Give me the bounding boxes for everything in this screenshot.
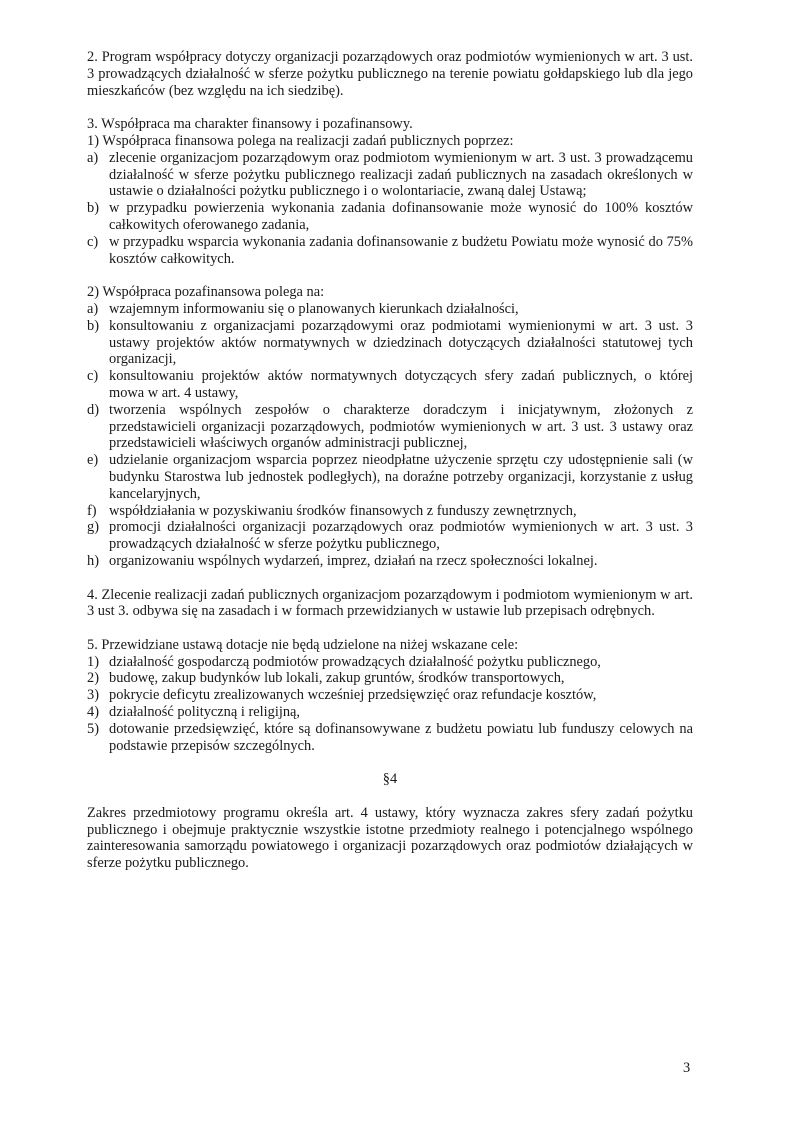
list-item bbox=[87, 452, 693, 502]
list-item bbox=[87, 654, 693, 671]
list-marker: b) bbox=[87, 200, 99, 217]
list-marker: h) bbox=[87, 552, 99, 569]
list-item bbox=[87, 200, 693, 234]
list-marker: a) bbox=[87, 300, 99, 317]
list-item-text: tworzenia wspólnych zespołów o charakterze doradczym i inicjatywnym, złożonych z przedstawicieli organizacji pozarządowych, podmiotów wymienionych w art. 3 ust. 3 ustawy oraz przedstawicieli właściwych organów administracji publicznej, bbox=[109, 401, 693, 452]
spacer bbox=[87, 267, 693, 284]
list-item-text: współdziałania w pozyskiwaniu środków finansowych z funduszy zewnętrznych, bbox=[109, 502, 577, 519]
list-item bbox=[87, 234, 693, 268]
list-item-text: zlecenie organizacjom pozarządowym oraz podmiotom wymienionym w art. 3 ust. 3 prowadzącemu działalność w sferze pożytku publicznego realizacji zadań publicznych na zasadach określonych w ustawie o działalności pożytku publicznego i o wolontariacie, zwaną dalej Ustawą; bbox=[109, 149, 693, 200]
list-item-text: w przypadku powierzenia wykonania zadania dofinansowanie może wynosić do 100% kosztów całkowitych oferowanego zadania, bbox=[109, 200, 693, 233]
list-item bbox=[87, 687, 693, 704]
list-item bbox=[87, 368, 693, 402]
list-marker: 1) bbox=[87, 653, 99, 670]
list-item-text: dotowanie przedsięwzięć, które są dofinansowywane z budżetu powiatu lub funduszy celowych na podstawie przepisów szczególnych. bbox=[109, 720, 693, 754]
spacer bbox=[87, 788, 693, 805]
list-marker: g) bbox=[87, 519, 99, 536]
list-marker: f) bbox=[87, 502, 97, 519]
list-marker: d) bbox=[87, 401, 99, 418]
list-item-text: udzielanie organizacjom wsparcia poprzez nieodpłatne użyczenie sprzętu czy udostępnienie sali (w budynku Starostwa lub jednostek podległych), na doraźne potrzeby organizacji, korzystanie z usług kancelaryjnych, bbox=[109, 452, 693, 502]
list-item-text: w przypadku wsparcia wykonania zadania dofinansowanie z budżetu Powiatu może wynosić do 75% kosztów całkowitych. bbox=[109, 233, 693, 267]
list-item-text: pokrycie deficytu zrealizowanych wcześniej przedsięwzięć oraz refundacje kosztów, bbox=[109, 687, 597, 704]
list-item bbox=[87, 503, 693, 520]
list-marker: 5) bbox=[87, 720, 99, 737]
list-item bbox=[87, 704, 693, 721]
list-marker: 2) bbox=[87, 670, 99, 687]
list-item bbox=[87, 318, 693, 368]
spacer bbox=[87, 99, 693, 116]
financial-cooperation-intro: 1) Współpraca finansowa polega na realizacji zadań publicznych poprzez: bbox=[87, 132, 514, 149]
page-content bbox=[87, 49, 693, 872]
list-item bbox=[87, 670, 693, 687]
list-item-text: konsultowaniu z organizacjami pozarządowymi oraz podmiotami wymienionymi w art. 3 ust. 3 ustawy projektów aktów normatywnych w dziedzinach dotyczących działalności statutowej tych organizacji, bbox=[109, 317, 693, 368]
list-marker: a) bbox=[87, 149, 99, 166]
list-marker: b) bbox=[87, 317, 99, 334]
list-item-text: promocji działalności organizacji pozarządowych oraz podmiotów wymienionych w art. 3 ust. 3 prowadzących działalność w sferze pożytku publicznego, bbox=[109, 519, 693, 553]
list-item bbox=[87, 721, 693, 755]
list-marker: 3) bbox=[87, 687, 99, 704]
spacer bbox=[87, 570, 693, 587]
nonfinancial-cooperation-list bbox=[87, 301, 693, 570]
spacer bbox=[87, 754, 693, 771]
list-item bbox=[87, 150, 693, 200]
section-3-intro: 3. Współpraca ma charakter finansowy i pozafinansowy. bbox=[87, 116, 413, 133]
list-item-text: działalność polityczną i religijną, bbox=[109, 704, 301, 721]
page-number: 3 bbox=[683, 1060, 691, 1076]
list-item-text: wzajemnym informowaniu się o planowanych kierunkach działalności, bbox=[109, 300, 519, 317]
list-item bbox=[87, 519, 693, 553]
excluded-purposes-list bbox=[87, 654, 693, 755]
spacer bbox=[87, 620, 693, 637]
list-item bbox=[87, 553, 693, 570]
financial-cooperation-list bbox=[87, 150, 693, 268]
list-marker: c) bbox=[87, 233, 99, 250]
section-heading: §4 bbox=[382, 771, 398, 788]
list-item-text: działalność gospodarczą podmiotów prowadzących działalność pożytku publicznego, bbox=[109, 653, 601, 670]
list-marker: e) bbox=[87, 452, 99, 469]
section-4-paragraph: 4. Zlecenie realizacji zadań publicznych organizacjom pozarządowym i podmiotom wymienionym w art. 3 ust 3. odbywa się na zasadach i w formach przewidzianych w ustawie lub przepisach odrębnych. bbox=[87, 586, 693, 620]
list-item-text: budowę, zakup budynków lub lokali, zakup gruntów, środków transportowych, bbox=[109, 670, 565, 687]
list-item bbox=[87, 402, 693, 452]
section-5-intro: 5. Przewidziane ustawą dotacje nie będą udzielone na niżej wskazane cele: bbox=[87, 636, 519, 653]
list-marker: 4) bbox=[87, 704, 99, 721]
list-item-text: konsultowaniu projektów aktów normatywnych dotyczących sfery zadań publicznych, o której mowa w art. 4 ustawy, bbox=[109, 368, 693, 401]
nonfinancial-cooperation-intro: 2) Współpraca pozafinansowa polega na: bbox=[87, 284, 325, 301]
paragraph-4-text: Zakres przedmiotowy programu określa art. 4 ustawy, który wyznacza zakres sfery zadań pożytku publicznego i obejmuje praktycznie wszystkie istotne przedmioty realnego i potencjalnego wspólnego zainteresowania samorządu powiatowego i organizacji pozarządowych oraz podmiotów działających w sferze pożytku publicznego. bbox=[87, 804, 693, 872]
list-item-text: organizowaniu wspólnych wydarzeń, imprez, działań na rzecz społeczności lokalnej. bbox=[109, 552, 598, 569]
list-marker: c) bbox=[87, 368, 99, 385]
list-item bbox=[87, 301, 693, 318]
section-2-paragraph: 2. Program współpracy dotyczy organizacji pozarządowych oraz podmiotów wymienionych w art. 3 ust. 3 prowadzących działalność w sferze pożytku publicznego na terenie powiatu gołdapskiego lub dla jego mieszkańców (bez względu na ich siedzibę). bbox=[87, 49, 693, 99]
